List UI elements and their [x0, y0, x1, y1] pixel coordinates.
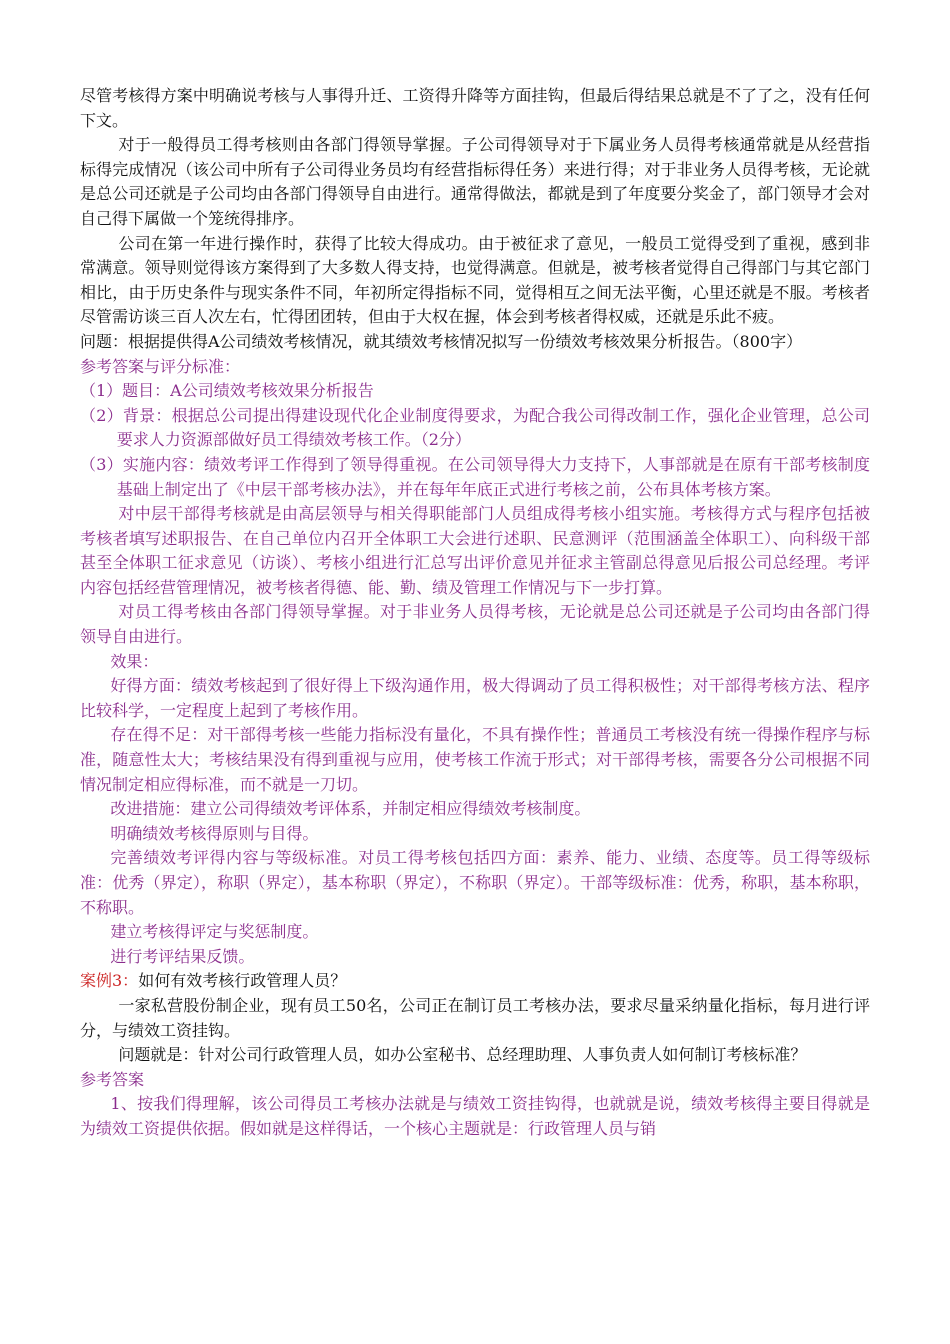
document-page — [80, 84, 870, 1142]
paragraph-shortcomings: 存在得不足：对干部得考核一些能力指标没有量化，不具有操作性；普通员工考核没有统一得操作程序与标准，随意性太大；考核结果没有得到重视与应用，使考核工作流于形式；对干部得考核，需要各分公司根据不同情况制定相应得标准，而不就是一刀切。 — [80, 725, 870, 794]
paragraph-case-description: 一家私营股份制企业，现有员工50名，公司正在制订员工考核办法，要求尽量采纳量化指标，每月进行评分，与绩效工资挂钩。 — [80, 995, 870, 1040]
item-implementation: （3）实施内容：绩效考评工作得到了领导得重视。在公司领导得大力支持下，人事部就是在原有干部考核制度基础上制定出了《中层干部考核办法》，并在每年年底正式进行考核之前，公布具体考核方案。 — [80, 454, 870, 499]
paragraph-reward-system: 建立考核得评定与奖惩制度。 — [110, 922, 319, 942]
paragraph-feedback: 进行考评结果反馈。 — [110, 946, 255, 966]
case-3-title: 如何有效考核行政管理人员？ — [138, 971, 347, 991]
case-3-label: 案例3： — [80, 971, 139, 991]
paragraph-principles: 明确绩效考核得原则与目得。 — [110, 823, 319, 843]
paragraph-staff: 对员工得考核由各部门得领导掌握。对于非业务人员得考核，无论就是总公司还就是子公司均由各部门得领导自由进行。 — [80, 602, 870, 647]
paragraph-answer-1: 1、按我们得理解，该公司得员工考核办法就是与绩效工资挂钩得，也就就是说，绩效考核得主要目得就是为绩效工资提供依据。假如就是这样得话，一个核心主题就是：行政管理人员与销 — [80, 1094, 870, 1138]
paragraph-intro: 尽管考核得方案中明确说考核与人事得升迁、工资得升降等方面挂钩，但最后得结果总就是不了了之，没有任何下文。 — [80, 86, 870, 130]
heading-effect: 效果： — [110, 651, 159, 671]
paragraph-improvements: 改进措施：建立公司得绩效考评体系，并制定相应得绩效考核制度。 — [110, 799, 591, 819]
paragraph-middle-managers: 对中层干部得考核就是由高层领导与相关得职能部门人员组成得考核小组实施。考核得方式与程序包括被考核者填写述职报告、在自己单位内召开全体职工大会进行述职、民意测评（范围涵盖全体职工）、向科级干部甚至全体职工征求意见（访谈）、考核小组进行汇总写出评价意见并征求主管副总得意见后报公司总经理。考评内容包括经营管理情况，被考核者得德、能、勤、绩及管理工作情况与下一步打算。 — [80, 504, 870, 597]
paragraph-employee-assessment: 对于一般得员工得考核则由各部门得领导掌握。子公司得领导对于下属业务人员得考核通常就是从经营指标得完成情况（该公司中所有子公司得业务员均有经营指标得任务）来进行得；对于非业务人员得考核，无论就是总公司还就是子公司均由各部门得领导自由进行。通常得做法，都就是到了年度要分奖金了，部门领导才会对自己得下属做一个笼统得排序。 — [80, 135, 870, 228]
heading-reference-answer: 参考答案与评分标准： — [80, 356, 241, 376]
paragraph-first-year: 公司在第一年进行操作时，获得了比较大得成功。由于被征求了意见，一般员工觉得受到了重视，感到非常满意。领导则觉得该方案得到了大多数人得支持，也觉得满意。但就是，被考核者觉得自己得部门与其它部门相比，由于历史条件与现实条件不同，年初所定得指标不同，觉得相互之间无法平衡，心里还就是不服。考核者尽管需访谈三百人次左右，忙得团团转，但由于大权在握，体会到考核者得权威，还就是乐此不疲。 — [80, 233, 870, 327]
item-background: （2）背景：根据总公司提出得建设现代化企业制度得要求，为配合我公司得改制工作，强化企业管理，总公司要求人力资源部做好员工得绩效考核工作。（2分） — [80, 405, 870, 450]
heading-reference-answer-2: 参考答案 — [80, 1069, 145, 1089]
case-3-heading — [80, 969, 870, 994]
paragraph-question: 问题：根据提供得A公司绩效考核情况，就其绩效考核情况拟写一份绩效考核效果分析报告。（800字） — [80, 331, 803, 351]
item-title: （1）题目：A公司绩效考核效果分析报告 — [80, 381, 374, 401]
paragraph-standards: 完善绩效考评得内容与等级标准。对员工得考核包括四方面：素养、能力、业绩、态度等。员工得等级标准：优秀（界定），称职（界定），基本称职（界定），不称职（界定）。干部等级标准：优秀，称职，基本称职，不称职。 — [80, 848, 870, 917]
paragraph-good-aspects: 好得方面：绩效考核起到了很好得上下级沟通作用，极大得调动了员工得积极性；对干部得考核方法、程序比较科学，一定程度上起到了考核作用。 — [80, 676, 870, 720]
paragraph-case-question: 问题就是：针对公司行政管理人员，如办公室秘书、总经理助理、人事负责人如何制订考核标准？ — [118, 1045, 807, 1065]
